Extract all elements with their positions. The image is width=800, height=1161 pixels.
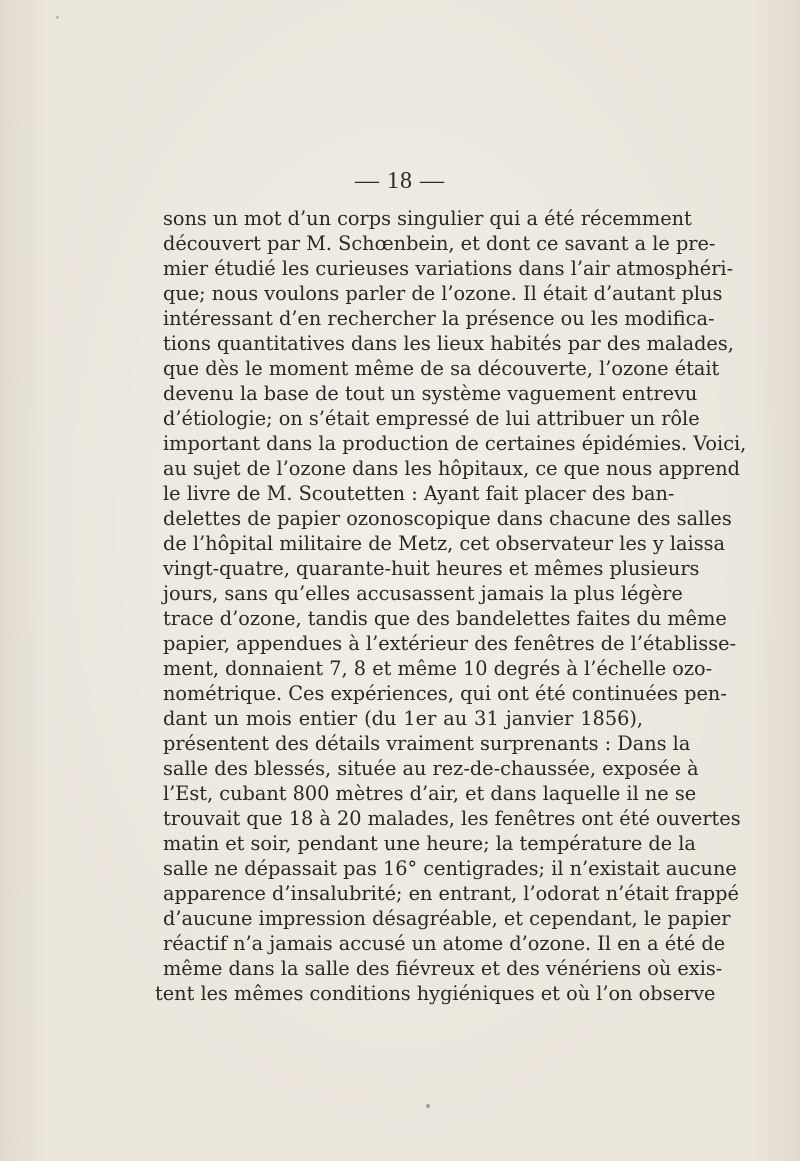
text-line: l’Est, cubant 800 mètres d’air, et dans laquelle il ne se xyxy=(163,782,697,805)
paper-speck xyxy=(56,16,59,19)
text-line: trouvait que 18 à 20 malades, les fenêtres ont été ouvertes xyxy=(163,807,741,830)
text-line: mier étudié les curieuses variations dans l’air atmosphéri- xyxy=(163,257,734,280)
text-line: découvert par M. Schœnbein, et dont ce savant a le pre- xyxy=(163,232,716,255)
text-line: dant un mois entier (du 1er au 31 janvier 1856), xyxy=(163,707,643,730)
text-line: présentent des détails vraiment surprenants : Dans la xyxy=(163,732,691,755)
text-line: sons un mot d’un corps singulier qui a été récemment xyxy=(163,207,692,230)
text-line: de l’hôpital militaire de Metz, cet observateur les y laissa xyxy=(163,532,726,555)
text-line: intéressant d’en rechercher la présence ou les modifica- xyxy=(163,307,715,330)
text-line: matin et soir, pendant une heure; la température de la xyxy=(163,832,696,855)
text-line: ment, donnaient 7, 8 et même 10 degrés à l’échelle ozo- xyxy=(163,657,713,680)
text-line: tions quantitatives dans les lieux habités par des malades, xyxy=(163,332,734,355)
text-line: salle des blessés, située au rez-de-chaussée, exposée à xyxy=(163,757,699,780)
text-line: que dès le moment même de sa découverte, l’ozone était xyxy=(163,357,720,380)
text-line: d’aucune impression désagréable, et cependant, le papier xyxy=(163,907,731,930)
text-line: le livre de M. Scoutetten : Ayant fait placer des ban- xyxy=(163,482,675,505)
text-line: devenu la base de tout un système vaguement entrevu xyxy=(163,382,698,405)
text-line: tent les mêmes conditions hygiéniques et où l’on observe xyxy=(155,982,716,1005)
text-line: réactif n’a jamais accusé un atome d’ozone. Il en a été de xyxy=(163,932,726,955)
text-line: vingt-quatre, quarante-huit heures et mêmes plusieurs xyxy=(163,557,700,580)
text-line: delettes de papier ozonoscopique dans chacune des salles xyxy=(163,507,732,530)
text-line: au sujet de l’ozone dans les hôpitaux, ce que nous apprend xyxy=(163,457,741,480)
body-text xyxy=(155,206,747,1006)
text-line: que; nous voulons parler de l’ozone. Il était d’autant plus xyxy=(163,282,723,305)
text-line: jours, sans qu’elles accusassent jamais la plus légère xyxy=(163,582,683,605)
text-line: même dans la salle des fiévreux et des vénériens où exis- xyxy=(163,957,723,980)
text-line: salle ne dépassait pas 16° centigrades; il n’existait aucune xyxy=(163,857,737,880)
ink-dot xyxy=(426,1104,430,1108)
page-number: — 18 — xyxy=(355,168,445,194)
text-line: d’étiologie; on s’était empressé de lui attribuer un rôle xyxy=(163,407,700,430)
text-line: nométrique. Ces expériences, qui ont été continuées pen- xyxy=(163,682,727,705)
text-line: important dans la production de certaines épidémies. Voici, xyxy=(163,432,747,455)
text-line: trace d’ozone, tandis que des bandelettes faites du même xyxy=(163,607,727,630)
text-line: papier, appendues à l’extérieur des fenêtres de l’établisse- xyxy=(163,632,737,655)
text-line: apparence d’insalubrité; en entrant, l’odorat n’était frappé xyxy=(163,882,739,905)
